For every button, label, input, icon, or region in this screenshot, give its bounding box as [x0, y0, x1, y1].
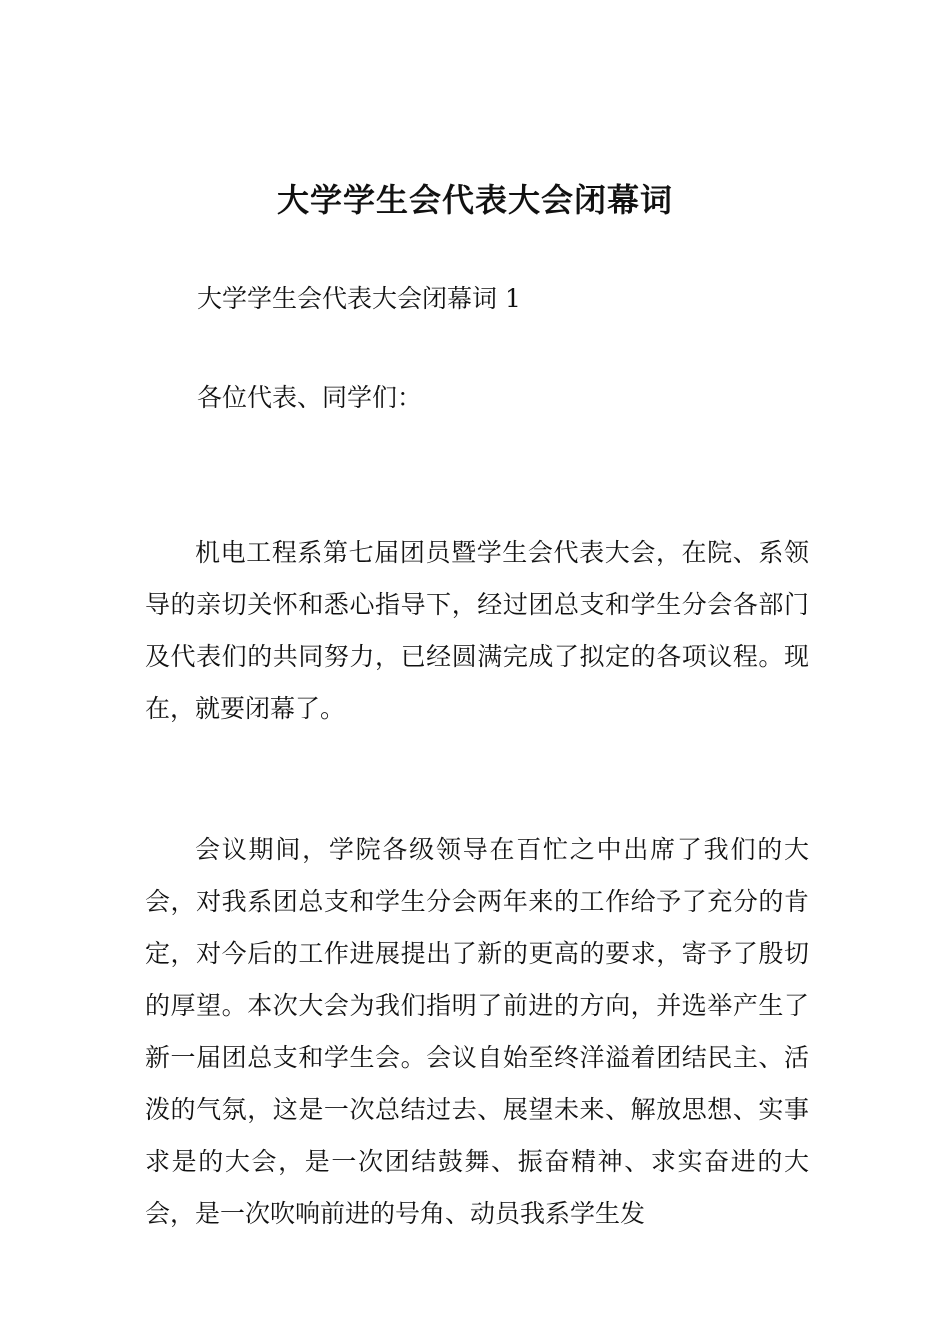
document-title: 大学学生会代表大会闭幕词	[276, 181, 673, 219]
body-paragraph: 机电工程系第七届团员暨学生会代表大会，在院、系领导的亲切关怀和悉心指导下，经过团总支和学生分会各部门及代表们的共同努力，已经圆满完成了拟定的各项议程。现在，就要闭幕了。	[145, 538, 809, 723]
salutation: 各位代表、同学们：	[197, 383, 423, 412]
document-subtitle: 大学学生会代表大会闭幕词 1	[197, 284, 521, 313]
body-paragraph: 会议期间，学院各级领导在百忙之中出席了我们的大会，对我系团总支和学生分会两年来的工作给予了充分的肯定，对今后的工作进展提出了新的更高的要求，寄予了殷切的厚望。本次大会为我们指明了前进的方向，并选举产生了新一届团总支和学生会。会议自始至终洋溢着团结民主、活泼的气氛，这是一次总结过去、展望未来、解放思想、实事求是的大会，是一次团结鼓舞、振奋精神、求实奋进的大会，是一次吹响前进的号角、动员我系学生发	[145, 835, 809, 1228]
